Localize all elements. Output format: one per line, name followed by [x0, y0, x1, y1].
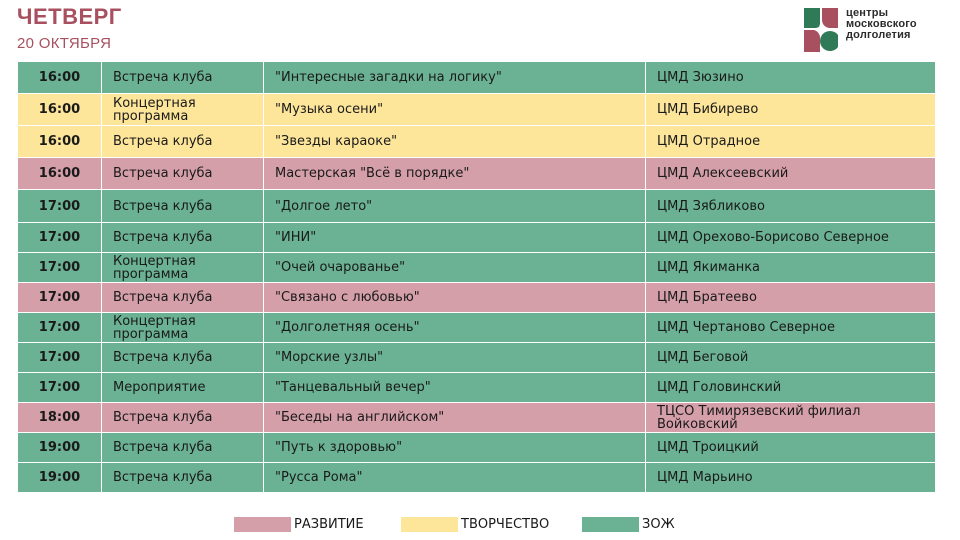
event-title: "Танцевальный вечер"	[264, 373, 646, 403]
event-time: 17:00	[18, 253, 102, 283]
event-type: Встреча клуба	[102, 343, 264, 373]
table-row	[18, 463, 936, 493]
event-time: 16:00	[18, 158, 102, 190]
schedule-table	[17, 61, 936, 493]
table-row	[18, 62, 936, 94]
event-type: Встреча клуба	[102, 190, 264, 223]
table-row	[18, 223, 936, 253]
event-type: Встреча клуба	[102, 62, 264, 94]
date-label: 20 ОКТЯБРЯ	[17, 35, 112, 52]
table-row	[18, 190, 936, 223]
legend-swatch	[582, 517, 639, 532]
event-place: ЦМД Беговой	[646, 343, 936, 373]
event-place: ЦМД Головинский	[646, 373, 936, 403]
event-place: ЦМД Алексеевский	[646, 158, 936, 190]
event-place: ЦМД Троицкий	[646, 433, 936, 463]
event-type: Встреча клуба	[102, 463, 264, 493]
event-place: ЦМД Якиманка	[646, 253, 936, 283]
table-row	[18, 126, 936, 158]
event-title: "ИНИ"	[264, 223, 646, 253]
event-place: ЦМД Чертаново Северное	[646, 313, 936, 343]
event-title: "Связано с любовью"	[264, 283, 646, 313]
event-time: 18:00	[18, 403, 102, 433]
event-place: ЦМД Бибирево	[646, 94, 936, 126]
event-type: Встреча клуба	[102, 126, 264, 158]
table-row	[18, 283, 936, 313]
legend-swatch	[234, 517, 291, 532]
table-row	[18, 373, 936, 403]
event-place: ЦМД Зюзино	[646, 62, 936, 94]
event-type: Концертная программа	[102, 94, 264, 126]
brand-line: центры	[846, 7, 889, 19]
table-row	[18, 343, 936, 373]
event-time: 19:00	[18, 433, 102, 463]
legend-label: ЗОЖ	[642, 517, 675, 532]
brand-logo	[804, 8, 944, 54]
brand-mark-icon	[804, 8, 838, 52]
event-title: "Морские узлы"	[264, 343, 646, 373]
event-title: "Долголетняя осень"	[264, 313, 646, 343]
event-time: 17:00	[18, 373, 102, 403]
event-time: 17:00	[18, 190, 102, 223]
event-title: "Звезды караоке"	[264, 126, 646, 158]
event-place: ЦМД Орехово-Борисово Северное	[646, 223, 936, 253]
event-type: Концертная программа	[102, 253, 264, 283]
table-row	[18, 313, 936, 343]
day-title: ЧЕТВЕРГ	[17, 4, 122, 29]
event-title: Мастерская "Всё в порядке"	[264, 158, 646, 190]
event-time: 19:00	[18, 463, 102, 493]
event-title: "Русса Рома"	[264, 463, 646, 493]
table-row	[18, 253, 936, 283]
table-row	[18, 433, 936, 463]
event-type: Встреча клуба	[102, 223, 264, 253]
legend-label: РАЗВИТИЕ	[294, 517, 364, 532]
brand-name	[846, 8, 917, 41]
event-type: Концертная программа	[102, 313, 264, 343]
event-time: 16:00	[18, 62, 102, 94]
event-place: ЦМД Марьино	[646, 463, 936, 493]
event-time: 17:00	[18, 343, 102, 373]
event-title: "Интересные загадки на логику"	[264, 62, 646, 94]
event-time: 17:00	[18, 283, 102, 313]
event-time: 16:00	[18, 126, 102, 158]
table-row	[18, 94, 936, 126]
event-title: "Музыка осени"	[264, 94, 646, 126]
event-time: 16:00	[18, 94, 102, 126]
event-place: ЦМД Братеево	[646, 283, 936, 313]
brand-line: московского	[846, 18, 917, 30]
legend-swatch	[401, 517, 458, 532]
event-type: Встреча клуба	[102, 403, 264, 433]
event-place: ЦМД Зябликово	[646, 190, 936, 223]
event-title: "Путь к здоровью"	[264, 433, 646, 463]
event-type: Мероприятие	[102, 373, 264, 403]
event-title: "Беседы на английском"	[264, 403, 646, 433]
event-type: Встреча клуба	[102, 158, 264, 190]
event-type: Встреча клуба	[102, 433, 264, 463]
event-place: ЦМД Отрадное	[646, 126, 936, 158]
event-time: 17:00	[18, 223, 102, 253]
brand-line: долголетия	[846, 29, 911, 41]
event-title: "Очей очарованье"	[264, 253, 646, 283]
event-type: Встреча клуба	[102, 283, 264, 313]
table-row	[18, 158, 936, 190]
event-title: "Долгое лето"	[264, 190, 646, 223]
legend-label: ТВОРЧЕСТВО	[461, 517, 550, 532]
table-row	[18, 403, 936, 433]
event-place: ТЦСО Тимирязевский филиал Войковский	[646, 403, 936, 433]
event-time: 17:00	[18, 313, 102, 343]
